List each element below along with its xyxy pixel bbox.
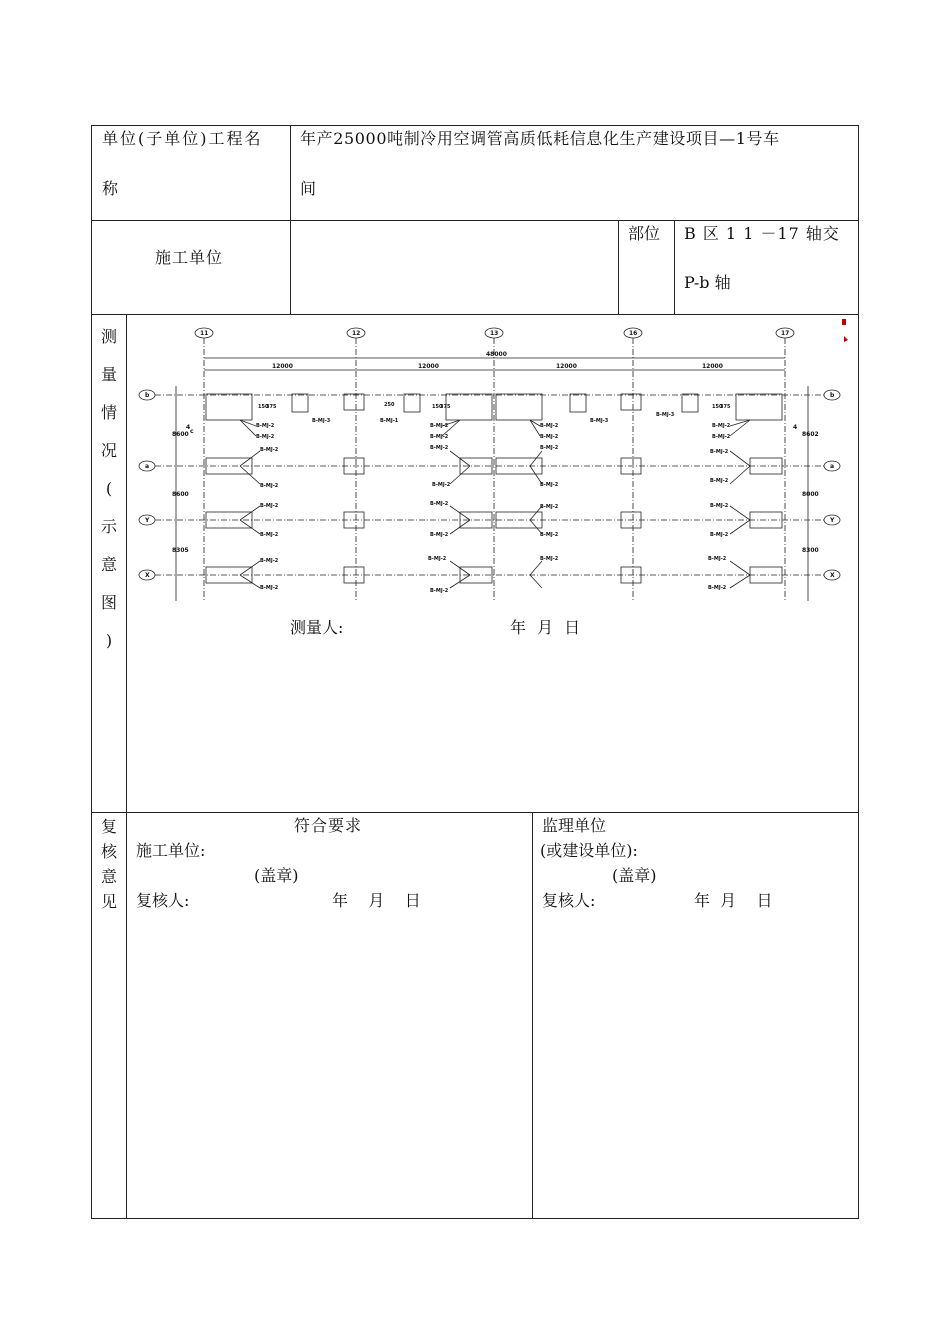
tag-b-mj-2: B-MJ-2 <box>432 482 451 488</box>
column-label-11: 11 <box>200 330 209 337</box>
dim-small: 150 <box>432 404 443 410</box>
supervisor-label-line1: 监理单位 <box>542 816 607 835</box>
survey-side-char: ) <box>105 631 113 650</box>
tag-b-mj-3: B-MJ-3 <box>590 418 609 424</box>
survey-date-label: 年 月 日 <box>510 618 581 637</box>
unit-label-line2: 称 <box>102 179 119 198</box>
tag-b-mj-2: B-MJ-2 <box>540 434 559 440</box>
row-label-x-right: X <box>830 572 835 579</box>
contractor-label: 施工单位 <box>155 248 224 267</box>
project-name-line1: 年产25000吨制冷用空调管高质低耗信息化生产建设项目—1号车 <box>300 129 780 148</box>
tag-b-mj-2: B-MJ-2 <box>430 501 449 507</box>
seal-left: (盖章) <box>254 866 299 885</box>
row-label-y-right: Y <box>830 517 835 524</box>
tag-b-mj-2: B-MJ-2 <box>430 588 449 594</box>
tag-b-mj-2: B-MJ-2 <box>260 447 279 453</box>
review-contractor-label: 施工单位: <box>136 841 206 860</box>
survey-side-char: 况 <box>100 441 117 460</box>
tag-b-mj-2: B-MJ-2 <box>430 445 449 451</box>
surveyor-label: 测量人: <box>290 618 344 637</box>
span-dimension: 12000 <box>272 363 293 370</box>
span-dimension: 12000 <box>702 363 723 370</box>
tag-b-mj-3: B-MJ-3 <box>656 412 675 418</box>
survey-side-char: 情 <box>100 403 117 422</box>
right-dimension: 8300 <box>802 547 819 554</box>
dim-small: 375 <box>440 404 451 410</box>
total-dimension: 48000 <box>486 351 507 358</box>
tag-b-mj-2: B-MJ-2 <box>710 503 729 509</box>
tag-b-mj-2: B-MJ-2 <box>260 503 279 509</box>
col-divider-location-label <box>618 220 619 314</box>
survey-side-char: 图 <box>100 593 117 612</box>
left-dimension: 8305 <box>172 547 189 554</box>
left-dimension: 8600 <box>172 491 189 498</box>
review-side-label <box>98 814 120 914</box>
tag-b-mj-2: B-MJ-2 <box>256 423 275 429</box>
tag-b-mj-2: B-MJ-2 <box>430 434 449 440</box>
column-label-16: 16 <box>629 330 638 337</box>
row-label-x: X <box>145 572 150 579</box>
tag-b-mj-1: B-MJ-1 <box>380 418 399 424</box>
dim-small: 375 <box>266 404 277 410</box>
survey-side-char: 示 <box>100 517 117 536</box>
project-name-line2: 间 <box>300 179 317 198</box>
tag-b-mj-2: B-MJ-2 <box>260 558 279 564</box>
row-label-a-right: a <box>830 463 835 470</box>
tag-b-mj-2: B-MJ-2 <box>256 434 275 440</box>
tag-b-mj-2: B-MJ-2 <box>712 434 731 440</box>
review-side-char: 复 <box>100 817 117 836</box>
reviewer-right-label: 复核人: <box>542 891 596 910</box>
tag-b-mj-2: B-MJ-2 <box>708 556 727 562</box>
row-divider-1 <box>92 220 858 221</box>
tag-b-mj-2: B-MJ-2 <box>710 478 729 484</box>
left-dimension: 8600 <box>172 431 189 438</box>
dim-small: 150 <box>258 404 269 410</box>
review-side-char: 核 <box>100 842 117 861</box>
right-dimension: 8000 <box>802 491 819 498</box>
section-mark-left-letter: c <box>190 428 194 435</box>
span-dimension: 12000 <box>556 363 577 370</box>
reviewer-left-label: 复核人: <box>136 891 190 910</box>
tag-b-mj-2: B-MJ-2 <box>540 504 559 510</box>
column-label-17: 17 <box>781 330 790 337</box>
tag-b-mj-2: B-MJ-2 <box>430 423 449 429</box>
span-dimension: 12000 <box>418 363 439 370</box>
survey-side-char: 测 <box>100 327 117 346</box>
conform-text: 符合要求 <box>294 816 363 835</box>
tag-b-mj-2: B-MJ-2 <box>540 532 559 538</box>
dim-small: 250 <box>384 402 395 408</box>
right-dimension: 8602 <box>802 431 819 438</box>
review-date-right: 年 月 日 <box>694 891 773 910</box>
location-value-line1: B 区 1 1 －17 轴交 <box>684 224 840 243</box>
row-label-b: b <box>145 392 150 399</box>
row-label-b-right: b <box>830 392 835 399</box>
survey-side-char: ( <box>105 479 113 498</box>
supervisor-label-line2: (或建设单位): <box>540 841 638 860</box>
review-date-left: 年 月 日 <box>332 891 421 910</box>
tag-b-mj-2: B-MJ-2 <box>260 483 279 489</box>
col-divider-side <box>126 314 127 1218</box>
review-side-char: 意 <box>100 867 117 886</box>
row-label-a: a <box>145 463 150 470</box>
survey-side-label <box>98 318 120 660</box>
tag-b-mj-2: B-MJ-2 <box>540 423 559 429</box>
dim-small: 150 <box>712 404 723 410</box>
survey-schematic-drawing <box>130 316 855 604</box>
tag-b-mj-2: B-MJ-2 <box>712 423 731 429</box>
col-divider-label <box>290 126 291 314</box>
column-label-12: 12 <box>352 330 361 337</box>
tag-b-mj-2: B-MJ-2 <box>540 445 559 451</box>
location-label: 部位 <box>628 224 661 243</box>
tag-b-mj-3: B-MJ-3 <box>312 418 331 424</box>
tag-b-mj-2: B-MJ-2 <box>260 532 279 538</box>
inspection-form <box>91 125 859 1219</box>
column-label-13: 13 <box>490 330 499 337</box>
tag-b-mj-2: B-MJ-2 <box>540 556 559 562</box>
section-mark-left: 4 <box>186 424 191 431</box>
dim-small: 375 <box>720 404 731 410</box>
col-divider-location-value <box>674 220 675 314</box>
tag-b-mj-2: B-MJ-2 <box>710 449 729 455</box>
unit-label-line1: 单位(子单位)工程名 <box>102 129 263 148</box>
tag-b-mj-2: B-MJ-2 <box>710 532 729 538</box>
tag-b-mj-2: B-MJ-2 <box>540 482 559 488</box>
survey-side-char: 意 <box>100 555 117 574</box>
tag-b-mj-2: B-MJ-2 <box>708 585 727 591</box>
row-divider-3 <box>92 812 858 813</box>
col-divider-review <box>532 812 533 1218</box>
tag-b-mj-2: B-MJ-2 <box>260 585 279 591</box>
row-divider-2 <box>92 314 858 315</box>
row-label-y: Y <box>145 517 150 524</box>
tag-b-mj-2: B-MJ-2 <box>428 556 447 562</box>
section-mark-right: 4 <box>793 424 798 431</box>
seal-right: (盖章) <box>612 866 657 885</box>
location-value-line2: P-b 轴 <box>684 273 731 292</box>
review-side-char: 见 <box>100 892 117 911</box>
survey-side-char: 量 <box>100 365 117 384</box>
tag-b-mj-2: B-MJ-2 <box>430 532 449 538</box>
